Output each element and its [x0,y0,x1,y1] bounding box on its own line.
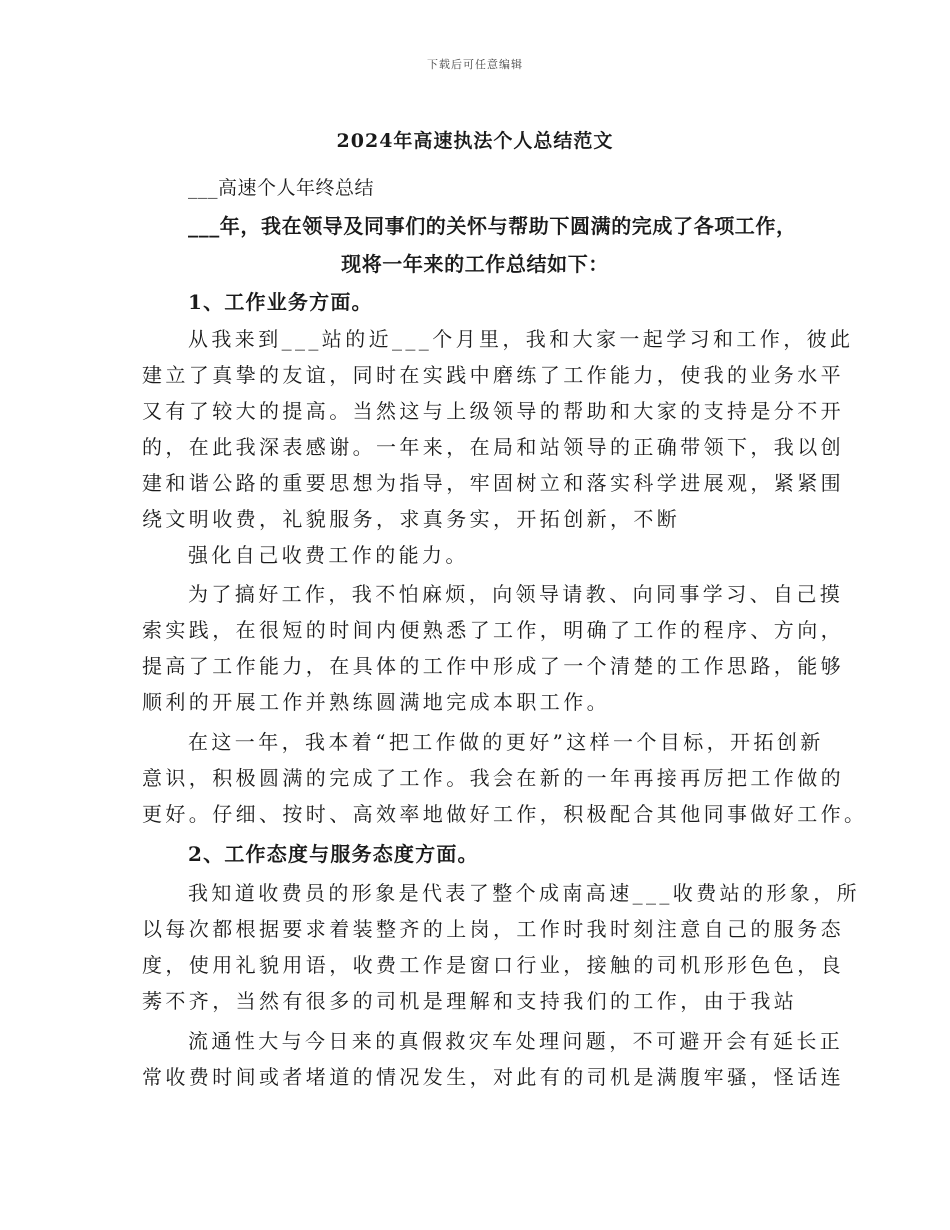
paragraph-4-line: 更好。仔细、按时、高效率地做好工作，积极配合其他同事做好工作。 [142,802,868,826]
paragraph-3-line: 为了搞好工作，我不怕麻烦，向领导请教、向同事学习、自己摸 [188,582,844,606]
paragraph-6-line: 流通性大与今日来的真假救灾车处理问题，不可避开会有延长正 [188,1029,844,1053]
paragraph-4-line: 意识，积极圆满的完成了工作。我会在新的一年再接再厉把工作做的 [142,766,844,790]
paragraph-1-line: 建立了真挚的友谊，同时在实践中磨练了工作能力，使我的业务水平 [142,363,844,387]
document-title: 2024年高速执法个人总结范文 [336,130,614,152]
paragraph-1-line: 又有了较大的提高。当然这与上级领导的帮助和大家的支持是分不开 [142,399,844,423]
paragraph-1-line: 建和谐公路的重要思想为指导，牢固树立和落实科学进展观，紧紧围 [142,471,844,495]
intro-line-2: 现将一年来的工作总结如下： [341,252,609,276]
paragraph-5-line: 莠不齐，当然有很多的司机是理解和支持我们的工作，由于我站 [142,989,798,1013]
paragraph-6-line: 常收费时间或者堵道的情况发生，对此有的司机是满腹牢骚，怪话连 [142,1065,844,1089]
paragraph-4-line: 在这一年，我本着“把工作做的更好”这样一个目标，开拓创新 [188,730,824,754]
paragraph-1-line: 的，在此我深表感谢。一年来，在局和站领导的正确带领下，我以创 [142,435,844,459]
paragraph-1-line: 绕文明收费，礼貌服务，求真务实，开拓创新，不断 [142,507,681,531]
section-2-heading: 2、工作态度与服务态度方面。 [188,842,479,866]
paragraph-3-line: 索实践，在很短的时间内便熟悉了工作，明确了工作的程序、方向， [142,618,844,642]
paragraph-3-line: 顺利的开展工作并熟练圆满地完成本职工作。 [142,690,610,714]
paragraph-2-line: 强化自己收费工作的能力。 [188,543,469,567]
subtitle: ___高速个人年终总结 [188,177,375,199]
paragraph-1-line: 从我来到___站的近___个月里，我和大家一起学习和工作，彼此 [188,327,854,351]
paragraph-5-line: 我知道收费员的形象是代表了整个成南高速___收费站的形象，所 [188,881,860,905]
intro-line-1: ___年，我在领导及同事们的关怀与帮助下圆满的完成了各项工作， [188,214,797,238]
paragraph-3-line: 提高了工作能力，在具体的工作中形成了一个清楚的工作思路，能够 [142,654,844,678]
header-note: 下载后可任意编辑 [427,58,523,71]
paragraph-5-line: 度，使用礼貌用语，收费工作是窗口行业，接触的司机形形色色，良 [142,953,844,977]
section-1-heading: 1、工作业务方面。 [188,290,373,314]
paragraph-5-line: 以每次都根据要求着装整齐的上岗，工作时我时刻注意自己的服务态 [142,917,844,941]
